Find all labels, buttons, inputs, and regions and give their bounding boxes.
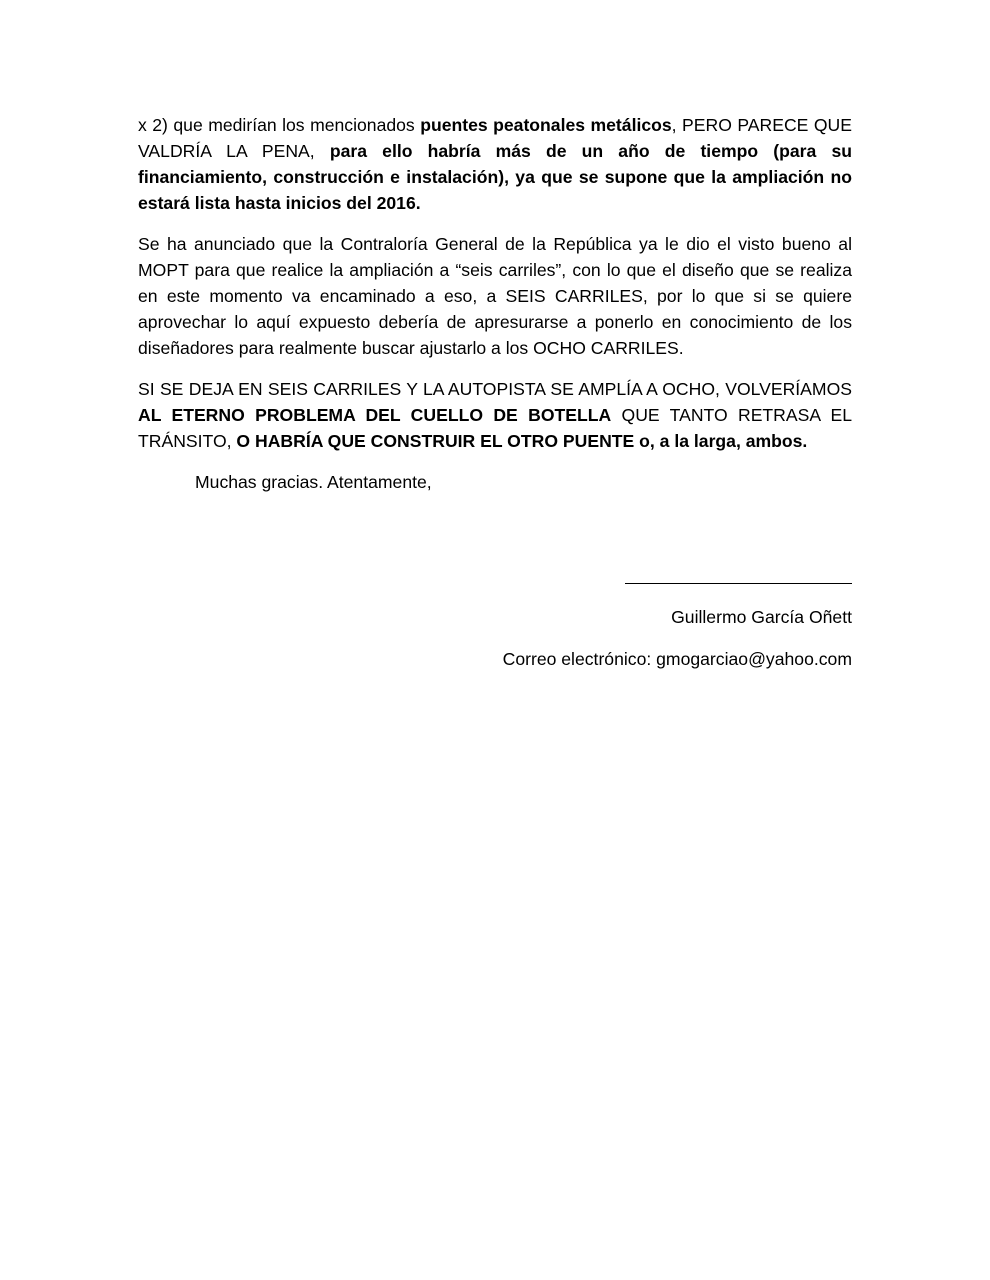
paragraph-bridges-bold-1: puentes peatonales metálicos <box>420 115 672 135</box>
signature-name: Guillermo García Oñett <box>671 607 852 627</box>
paragraph-bridges-text-1: x 2) que medirían los mencionados <box>138 115 421 135</box>
signature-line <box>625 583 852 584</box>
paragraph-bottleneck <box>138 376 852 454</box>
paragraph-bridges-bold-2: para ello habría más de un año de tiempo (para su financiamiento, construcción e instalación), ya que se supone que la ampliación no estará lista hasta inicios del 2016. <box>138 141 852 213</box>
paragraph-bridges-text-2: , PERO PARECE QUE VALDRÍA LA PENA, <box>138 115 852 161</box>
paragraph-contraloria-text: Se ha anunciado que la Contraloría General de la República ya le dio el visto bueno al MOPT para que realice la ampliación a “seis carriles”, con lo que el diseño que se realiza en este momento va encaminado a eso, a SEIS CARRILES, por lo que si se quiere aprovechar lo aquí expuesto debería de apresurarse a ponerlo en conocimiento de los diseñadores para realmente buscar ajustarlo a los OCHO CARRILES. <box>138 234 852 358</box>
paragraph-bottleneck-text-2: QUE TANTO RETRASA EL TRÁNSITO, <box>138 405 852 451</box>
paragraph-bottleneck-text-1: SI SE DEJA EN SEIS CARRILES Y LA AUTOPISTA SE AMPLÍA A OCHO, VOLVERÍAMOS <box>138 379 852 399</box>
paragraph-bridges <box>138 112 852 216</box>
paragraph-bottleneck-bold-2: O HABRÍA QUE CONSTRUIR EL OTRO PUENTE o, a la larga, ambos. <box>236 431 808 451</box>
closing-salutation: Muchas gracias. Atentamente, <box>195 472 432 492</box>
paragraph-contraloria <box>138 231 852 361</box>
letter-body <box>138 112 852 495</box>
signature-email: Correo electrónico: gmogarciao@yahoo.com <box>502 649 852 669</box>
paragraph-bottleneck-bold-1: AL ETERNO PROBLEMA DEL CUELLO DE BOTELLA <box>138 405 612 425</box>
